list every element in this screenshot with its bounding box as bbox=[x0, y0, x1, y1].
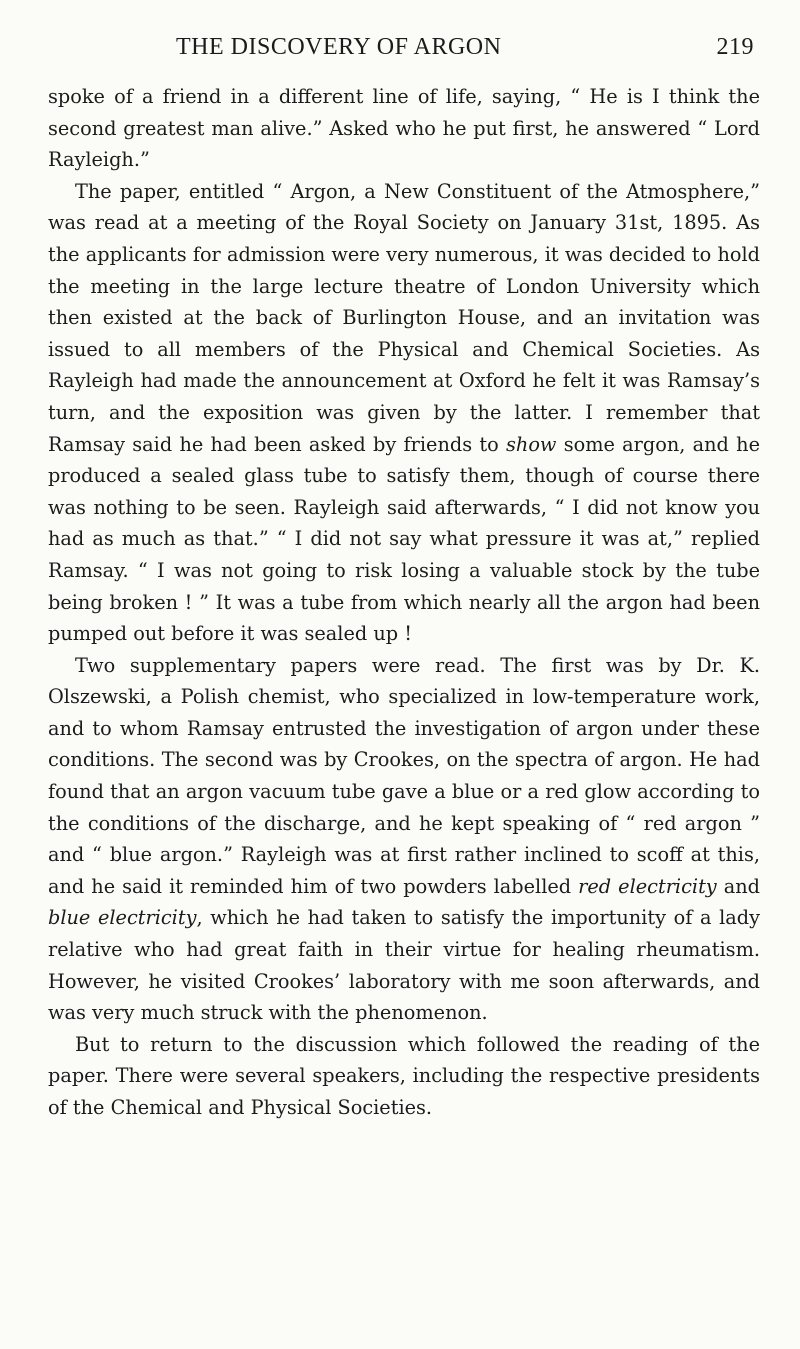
text-segment: spoke of a friend in a different line of life, saying, “ He is I think the second greatest man alive.” Asked who he put first, he answered “ Lord Rayleigh.” bbox=[48, 85, 760, 172]
text-segment: The paper, entitled “ Argon, a New Constituent of the Atmosphere,” was read at a meeting of the Royal Society on January 31st, 1895. As the applicants for admission were very numerous, it was decided to hold the meeting in the large lecture theatre of London University which then existed at the back of Burlington House, and an invitation was issued to all members of the Physical and Chemical Societies. As Rayleigh had made the announcement at Oxford he felt it was Ramsay’s turn, and the exposition was given by the latter. I remember that Ramsay said he had been asked by friends to bbox=[48, 179, 760, 456]
text-segment: some argon, and he produced a sealed glass tube to satisfy them, though of course there was nothing to be seen. Rayleigh said afterwards, “ I did not know you had as much as that.” “ I did not say what pressure it was at,” replied Ramsay. “ I was not going to risk losing a valuable stock by the tube being broken ! ” It was a tube from which nearly all the argon had been pumped out before it was sealed up ! bbox=[48, 432, 760, 646]
paragraph bbox=[48, 81, 760, 176]
book-page bbox=[48, 34, 760, 1124]
text-segment: and bbox=[716, 874, 761, 898]
italic-phrase: blue electricity bbox=[48, 906, 197, 930]
text-segment: Two supplementary papers were read. The first was by Dr. K. Olszewski, a Polish chemist, who specialized in low-temperature work, and to whom Ramsay entrusted the investigation of argon under these conditions. The second was by Crookes, on the spectra of argon. He had found that an argon vacuum tube gave a blue or a red glow according to the conditions of the discharge, and he kept speaking of “ red argon ” and “ blue argon.” Rayleigh was at first rather inclined to scoff at this, and he said it reminded him of two powders labelled bbox=[48, 653, 760, 898]
text-segment: , which he had taken to satisfy the importunity of a lady relative who had great faith in their virtue for healing rheumatism. However, he visited Crookes’ laboratory with me soon afterwards, and was very much struck with the phenomenon. bbox=[48, 906, 760, 1025]
body-text bbox=[48, 81, 760, 1124]
text-segment: But to return to the discussion which followed the reading of the paper. There were several speakers, including the respective presidents of the Chemical and Physical Societies. bbox=[48, 1032, 760, 1119]
running-title: THE DISCOVERY OF ARGON bbox=[176, 34, 502, 60]
paragraph bbox=[48, 1029, 760, 1124]
paragraph bbox=[48, 176, 760, 650]
italic-word: show bbox=[506, 432, 557, 456]
paragraph bbox=[48, 650, 760, 1029]
running-head bbox=[48, 34, 760, 68]
italic-phrase: red electricity bbox=[578, 874, 717, 898]
page-number: 219 bbox=[716, 34, 754, 60]
